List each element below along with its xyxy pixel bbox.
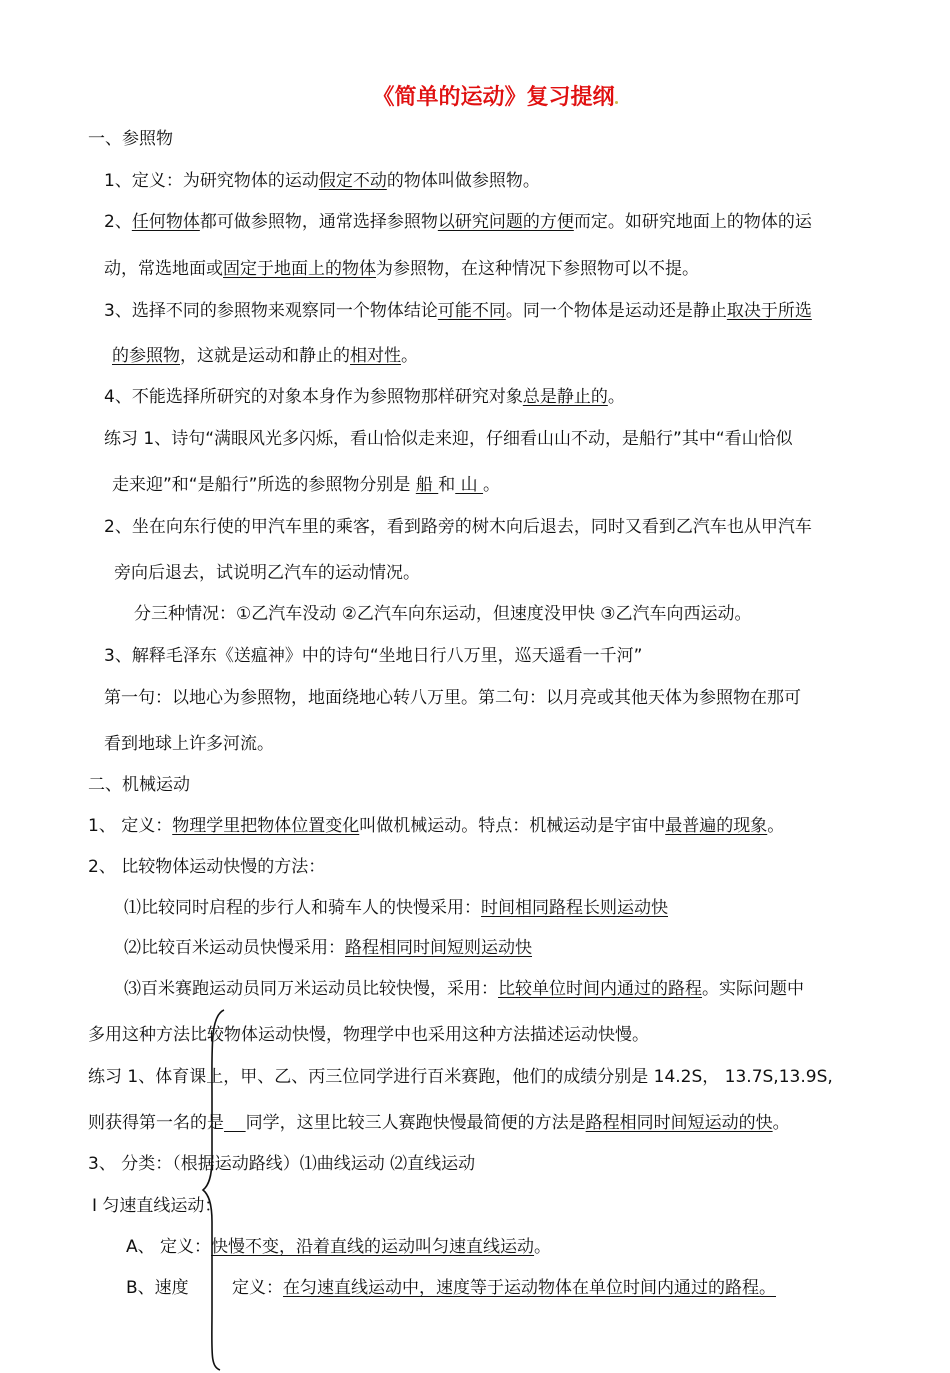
uniform-motion-definition: A、 定义：快慢不变，沿着直线的运动叫匀速直线运动。: [126, 1237, 552, 1257]
mark-dot: [615, 101, 618, 104]
exercise-3-answer-cont: 看到地球上许多河流。: [104, 734, 274, 754]
para-self-reference: 4、不能选择所研究的对象本身作为参照物那样研究对象总是静止的。: [104, 387, 625, 407]
para-different-reference-cont: 的参照物，这就是运动和静止的相对性。: [112, 346, 418, 366]
exercise-1: 练习 1、诗句“满眼风光多闪烁，看山恰似走来迎，仔细看山山不动，是船行”其中“看山恰似: [104, 429, 793, 449]
method-3: ⑶百米赛跑运动员同万米运动员比较快慢，采用：比较单位时间内通过的路程。实际问题中: [124, 979, 804, 999]
document-title: 《简单的运动》复习提纲: [0, 82, 950, 112]
para-any-object-cont: 动，常选地面或固定于地面上的物体为参照物，在这种情况下参照物可以不提。: [104, 259, 699, 279]
exercise-2: 2、坐在向东行使的甲汽车里的乘客，看到路旁的树木向后退去，同时又看到乙汽车也从甲汽车: [104, 517, 812, 537]
exercise-race-cont: 则获得第一名的是 同学，这里比较三人赛跑快慢最简便的方法是路程相同时间短运动的快。: [88, 1113, 790, 1133]
para-compare-methods: 2、 比较物体运动快慢的方法：: [88, 857, 326, 877]
exercise-1-cont: 走来迎”和“是船行”所选的参照物分别是 船 和 山 。: [112, 475, 501, 495]
exercise-race: 练习 1、体育课上，甲、乙、丙三位同学进行百米赛跑，他们的成绩分别是 14.2S， 13.7S,13.9S,: [88, 1067, 833, 1087]
uniform-motion-heading: Ⅰ 匀速直线运动：: [92, 1196, 222, 1216]
exercise-3: 3、解释毛泽东《送瘟神》中的诗句“坐地日行八万里，巡天遥看一千河”: [104, 646, 643, 666]
section-heading-mechanical: 二、机械运动: [88, 775, 190, 795]
para-definition: 1、定义：为研究物体的运动假定不动的物体叫做参照物。: [104, 171, 540, 191]
method-2: ⑵比较百米运动员快慢采用：路程相同时间短则运动快: [124, 938, 532, 958]
section-heading-reference: 一、参照物: [88, 129, 173, 149]
speed-definition: 定义：在匀速直线运动中，速度等于运动物体在单位时间内通过的路程。: [232, 1278, 776, 1298]
exercise-2-answer: 分三种情况：①乙汽车没动 ②乙汽车向东运动，但速度没甲快 ③乙汽车向西运动。: [134, 604, 752, 624]
curly-brace: [200, 1008, 230, 1373]
para-classification: 3、 分类：（根据运动路线）⑴曲线运动 ⑵直线运动: [88, 1154, 476, 1174]
exercise-2-cont: 旁向后退去，试说明乙汽车的运动情况。: [114, 563, 420, 583]
para-mechanical-definition: 1、 定义：物理学里把物体位置变化叫做机械运动。特点：机械运动是宇宙中最普遍的现象。: [88, 816, 785, 836]
exercise-3-answer: 第一句：以地心为参照物，地面绕地心转八万里。第二句：以月亮或其他天体为参照物在那可: [104, 688, 801, 708]
method-1: ⑴比较同时启程的步行人和骑车人的快慢采用：时间相同路程长则运动快: [124, 898, 668, 918]
para-different-reference: 3、选择不同的参照物来观察同一个物体结论可能不同。同一个物体是运动还是静止取决于所选: [104, 301, 812, 321]
speed-label: B、速度: [126, 1278, 189, 1298]
para-any-object: 2、任何物体都可做参照物，通常选择参照物以研究问题的方便而定。如研究地面上的物体的运: [104, 212, 812, 232]
method-3-cont: 多用这种方法比较物体运动快慢，物理学中也采用这种方法描述运动快慢。: [88, 1025, 649, 1045]
